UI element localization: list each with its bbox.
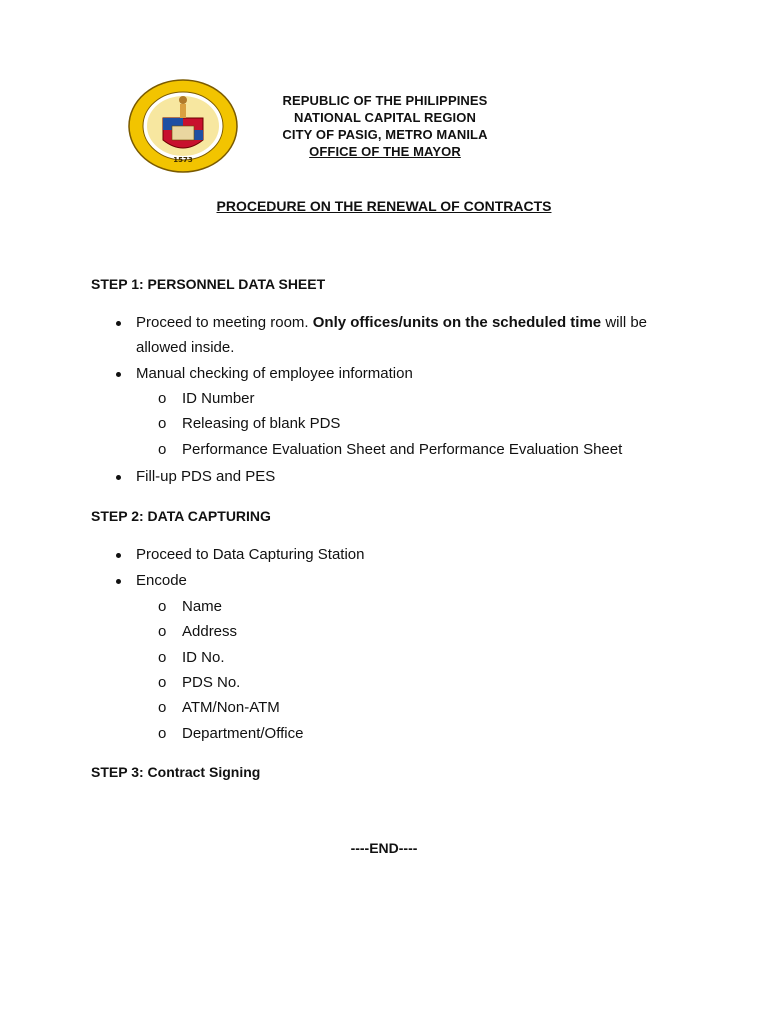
list-item bbox=[0, 545, 768, 565]
step2-heading: STEP 2: DATA CAPTURING bbox=[91, 508, 271, 524]
sub-list-item bbox=[0, 648, 768, 668]
bullet-icon bbox=[116, 475, 121, 480]
step1-sub1: ID Number bbox=[182, 390, 255, 407]
sub-list-item bbox=[0, 698, 768, 718]
list-item bbox=[0, 571, 768, 591]
step1-heading: STEP 1: PERSONNEL DATA SHEET bbox=[91, 276, 326, 292]
letterhead-line-3: CITY OF PASIG, METRO MANILA bbox=[282, 127, 488, 142]
bullet-icon bbox=[116, 553, 121, 558]
step2-sub-name: Name bbox=[182, 598, 223, 615]
step2-sub-id: ID No. bbox=[182, 649, 225, 666]
step1-sub3: Performance Evaluation Sheet and Performance Evaluation Sheet bbox=[182, 441, 623, 458]
step1-item2: Manual checking of employee information bbox=[136, 365, 413, 382]
sub-list-item bbox=[0, 414, 768, 434]
step1-item3: Fill-up PDS and PES bbox=[136, 468, 276, 485]
step1-item1-bold: Only offices/units on the scheduled time bbox=[312, 314, 602, 331]
bullet-icon bbox=[116, 321, 121, 326]
document-title: PROCEDURE ON THE RENEWAL OF CONTRACTS bbox=[216, 198, 552, 214]
end-marker: ----END---- bbox=[350, 840, 418, 856]
bullet-icon bbox=[116, 372, 121, 377]
step1-item1-text: Proceed to meeting room. bbox=[136, 314, 313, 331]
circle-bullet-icon: o bbox=[158, 649, 167, 666]
list-item bbox=[0, 467, 768, 487]
circle-bullet-icon: o bbox=[158, 415, 167, 432]
city-seal bbox=[127, 78, 239, 174]
step2-item1: Proceed to Data Capturing Station bbox=[136, 546, 365, 563]
sub-list-item bbox=[0, 724, 768, 744]
seal-year: 1573 bbox=[173, 156, 193, 164]
letterhead-line-2: NATIONAL CAPITAL REGION bbox=[294, 110, 476, 125]
circle-bullet-icon: o bbox=[158, 674, 167, 691]
step1-item1-text-end: will be bbox=[601, 314, 648, 331]
sub-list-item bbox=[0, 673, 768, 693]
step2-sub-atm: ATM/Non-ATM bbox=[182, 699, 280, 716]
sub-list-item bbox=[0, 389, 768, 409]
step2-item2: Encode bbox=[136, 572, 187, 589]
step3-heading: STEP 3: Contract Signing bbox=[91, 764, 261, 780]
list-item bbox=[0, 313, 768, 333]
letterhead-line-1: REPUBLIC OF THE PHILIPPINES bbox=[282, 93, 488, 108]
circle-bullet-icon: o bbox=[158, 623, 167, 640]
sub-list-item bbox=[0, 440, 768, 460]
step1-item1-continuation: allowed inside. bbox=[136, 339, 235, 356]
step2-sub-pds: PDS No. bbox=[182, 674, 241, 691]
sub-list-item bbox=[0, 597, 768, 617]
list-item-continuation bbox=[0, 338, 768, 358]
sub-list-item bbox=[0, 622, 768, 642]
step2-sub-department: Department/Office bbox=[182, 725, 304, 742]
step2-sub-address: Address bbox=[182, 623, 238, 640]
circle-bullet-icon: o bbox=[158, 699, 167, 716]
step1-sub2: Releasing of blank PDS bbox=[182, 415, 341, 432]
circle-bullet-icon: o bbox=[158, 725, 167, 742]
circle-bullet-icon: o bbox=[158, 390, 167, 407]
list-item bbox=[0, 364, 768, 384]
circle-bullet-icon: o bbox=[158, 598, 167, 615]
seal-icon bbox=[127, 78, 239, 174]
letterhead-line-4: OFFICE OF THE MAYOR bbox=[309, 144, 461, 159]
circle-bullet-icon: o bbox=[158, 441, 167, 458]
bullet-icon bbox=[116, 579, 121, 584]
letterhead bbox=[240, 92, 530, 160]
